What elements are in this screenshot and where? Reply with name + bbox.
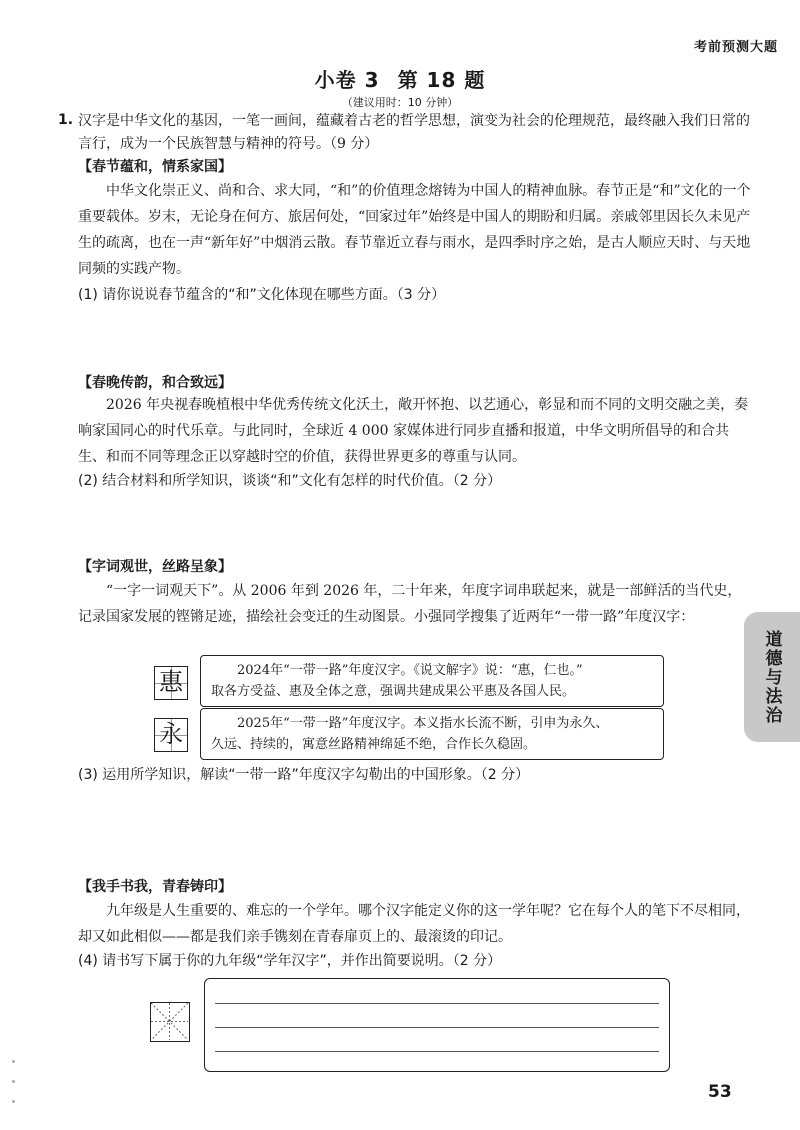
title-part1: 小卷 3 xyxy=(314,68,380,92)
page-title xyxy=(0,64,800,93)
subject-side-tab: 道德与法治 xyxy=(744,612,800,742)
character-box-hui: 惠 xyxy=(154,666,188,700)
title-part2: 第 18 题 xyxy=(397,68,486,92)
section-text-1: 中华文化崇正义、尚和合、求大同，“和”的价值理念熔铸为中国人的精神血脉。春节正是“和”文化的一个重要载体。岁末，无论身在何方、旅居何处，“回家过年”始终是中国人的期盼和归属。亲戚邻里因长久未见产生的疏离，也在一声“新年好”中烟消云散。春节靠近立春与雨水，是四季时序之始，是古人顺应天时、与天地同频的实践产物。 xyxy=(78,183,751,277)
section-heading-3: 【字词观世，丝路呈象】 xyxy=(78,559,232,575)
yong-line-2: 久远、持续的，寓意丝路精神绵延不绝，合作长久稳固。 xyxy=(211,737,537,752)
section-text-3: “一字一词观天下”。从 2006 年到 2026 年，二十年来，年度字词串联起来，就是一部鲜活的当代史，记录国家发展的铿锵足迹，描绘社会变迁的生动图景。小强同学搜集了近两年“一带一路”年度汉字： xyxy=(78,583,742,625)
mi-grid-box[interactable] xyxy=(150,1002,190,1042)
question-intro: 汉字是中华文化的基因，一笔一画间，蕴藏着古老的哲学思想，演变为社会的伦理规范，最终融入我们日常的言行，成为一个民族智慧与精神的符号。（9 分） xyxy=(78,113,750,152)
sub-question-3: (3) 运用所学知识，解读“一带一路”年度汉字勾勒出的中国形象。（2 分） xyxy=(78,767,530,783)
answer-writing-area[interactable] xyxy=(204,978,670,1072)
character-box-yong: 永 xyxy=(154,718,188,752)
section-heading-2: 【春晚传韵，和合致远】 xyxy=(78,375,232,391)
hui-line-1: 2024年“一带一路”年度汉字。《说文解字》说：“惠，仁也。” xyxy=(237,663,583,678)
section-text-4: 九年级是人生重要的、难忘的一个学年。哪个汉字能定义你的这一学年呢？它在每个人的笔下不尽相同，却又如此相似——都是我们亲手镌刻在青春扉页上的、最滚烫的印记。 xyxy=(78,903,750,945)
page-number: 53 xyxy=(708,1082,732,1102)
header-label: 考前预测大题 xyxy=(693,40,778,55)
section-heading-4: 【我手书我，青春铸印】 xyxy=(78,879,232,895)
mi-grid-icon xyxy=(151,1003,188,1040)
character-info-hui xyxy=(200,655,664,707)
scan-dot xyxy=(12,1080,15,1083)
question-number: 1. xyxy=(58,112,74,128)
scan-dot xyxy=(12,1060,15,1063)
character-info-yong xyxy=(200,708,664,760)
scan-dot xyxy=(12,1100,15,1103)
sub-question-2: (2) 结合材料和所学知识，谈谈“和”文化有怎样的时代价值。（2 分） xyxy=(78,473,502,489)
answer-line xyxy=(215,1027,659,1028)
yong-line-1: 2025年“一带一路”年度汉字。本义指水长流不断，引申为永久、 xyxy=(237,716,609,731)
suggested-time: （建议用时：10 分钟） xyxy=(341,96,459,109)
answer-line xyxy=(215,1003,659,1004)
answer-line xyxy=(215,1051,659,1052)
section-heading-1: 【春节蕴和，情系家国】 xyxy=(78,159,232,175)
section-text-2: 2026 年央视春晚植根中华优秀传统文化沃土，敞开怀抱、以艺通心，彰显和而不同的文明交融之美，奏响家国同心的时代乐章。与此同时，全球近 4 000 家媒体进行同步直播和报道，中华文明所倡导的和合共生、和而不同等理念正以穿越时空的价值，获得世界更多的尊重与认同。 xyxy=(78,397,749,465)
sub-question-4: (4) 请书写下属于你的九年级“学年汉字”，并作出简要说明。（2 分） xyxy=(78,953,502,969)
sub-question-1: (1) 请你说说春节蕴含的“和”文化体现在哪些方面。（3 分） xyxy=(78,287,446,303)
hui-line-2: 取各方受益、惠及全体之意，强调共建成果公平惠及各国人民。 xyxy=(211,684,576,699)
